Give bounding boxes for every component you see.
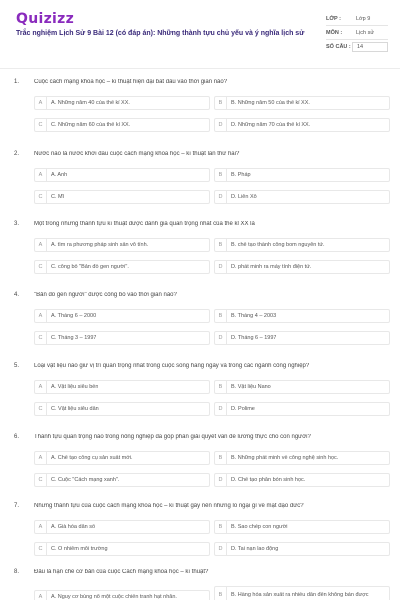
option-letter: D (215, 261, 227, 273)
option-letter: B (215, 97, 227, 109)
option-text: C. Tháng 3 – 1997 (51, 335, 97, 341)
option-c[interactable] (34, 118, 210, 132)
option-d[interactable] (214, 118, 390, 132)
option-d[interactable] (214, 331, 390, 345)
option-text: C. Cuộc "Cách mạng xanh". (51, 477, 120, 483)
question-text: Cuộc cách mạng khoa học – kĩ thuật hiện đại bắt đầu vào thời gian nào? (34, 79, 228, 85)
option-a[interactable] (34, 590, 210, 600)
option-letter: A (35, 381, 47, 393)
question-number: 1. (14, 79, 20, 85)
option-letter: A (35, 97, 47, 109)
option-c[interactable] (34, 190, 210, 204)
option-letter: A (35, 310, 47, 322)
option-b[interactable] (214, 168, 390, 182)
option-text: A. Những năm 40 của thế kỉ XX. (51, 100, 130, 106)
meta-count-value: 14 (352, 42, 388, 52)
option-c[interactable] (34, 473, 210, 487)
option-d[interactable] (214, 260, 390, 274)
option-letter: A (35, 521, 47, 533)
option-d[interactable] (214, 402, 390, 416)
option-c[interactable] (34, 402, 210, 416)
option-letter: A (35, 452, 47, 464)
worksheet-title: Trắc nghiệm Lịch Sử 9 Bài 12 (có đáp án): Những thành tựu chủ yếu và ý nghĩa lịch sử (16, 30, 305, 37)
option-letter: D (215, 191, 227, 203)
question-text: Đâu là hạn chế cơ bản của cuộc Cách mạng khoa học – kĩ thuật? (34, 569, 209, 575)
question-number: 8. (14, 569, 20, 575)
option-letter: C (35, 119, 47, 131)
option-text: C. công bố "Bản đồ gen người". (51, 264, 129, 270)
option-text: C. Vật liệu siêu dẫn (51, 406, 99, 412)
option-text: B. Vật liệu Nano (231, 384, 271, 390)
option-letter: B (215, 239, 227, 251)
question-number: 6. (14, 434, 20, 440)
meta-count-row (326, 40, 388, 54)
option-text: D. phát minh ra máy tính điện tử. (231, 264, 312, 270)
option-text: A. Nguy cơ bùng nổ một cuộc chiến tranh hạt nhân. (51, 594, 177, 600)
option-text: A. Chế tạo công cụ sản xuất mới. (51, 455, 133, 461)
option-letter: A (35, 591, 47, 600)
option-a[interactable] (34, 96, 210, 110)
meta-subject-label: MÔN : (326, 29, 343, 36)
option-text: B. Sao chép con người (231, 524, 288, 530)
option-text: C. Mĩ (51, 194, 65, 200)
meta-class-row (326, 12, 388, 26)
question-text: "Bản đồ gen người" được công bố vào thời gian nào? (34, 292, 177, 298)
option-text: B. Những năm 50 của thế kỉ XX. (231, 100, 310, 106)
option-text: C. Những năm 60 của thế kỉ XX. (51, 122, 131, 128)
option-text: D. Tháng 6 – 1997 (231, 335, 277, 341)
worksheet-meta (326, 12, 388, 54)
option-letter: B (215, 381, 227, 393)
option-a[interactable] (34, 380, 210, 394)
option-letter: D (215, 403, 227, 415)
option-letter: D (215, 543, 227, 555)
option-letter: A (35, 239, 47, 251)
question-number: 2. (14, 151, 20, 157)
option-c[interactable] (34, 260, 210, 274)
option-c[interactable] (34, 331, 210, 345)
option-letter: D (215, 474, 227, 486)
question-text: Những thành tựu của cuộc cách mạng khoa học – kĩ thuật gây nên những lo ngại gì về mặt đạo đức? (34, 503, 304, 509)
meta-count-label: SỐ CÂU : (326, 44, 351, 50)
question-text: Nước nào là nước khởi đầu cuộc cách mạng khoa học – kĩ thuật lần thứ hai? (34, 151, 240, 157)
question-number: 4. (14, 292, 20, 298)
option-text: D. Chế tạo phân bón sinh học. (231, 477, 306, 483)
option-a[interactable] (34, 451, 210, 465)
question-number: 3. (14, 221, 20, 227)
option-letter: B (215, 452, 227, 464)
option-letter: C (35, 261, 47, 273)
option-letter: C (35, 543, 47, 555)
worksheet-header (0, 0, 400, 66)
option-b[interactable] (214, 96, 390, 110)
option-a[interactable] (34, 309, 210, 323)
option-letter: C (35, 403, 47, 415)
option-letter: B (215, 587, 227, 600)
option-text: B. Tháng 4 – 2003 (231, 313, 277, 319)
option-b[interactable] (214, 238, 390, 252)
option-letter: D (215, 119, 227, 131)
option-text: B. Hàng hóa sản xuất ra nhiều dẫn đến không bán được (231, 591, 369, 598)
quizizz-logo: Quizizz (16, 11, 75, 27)
question-number: 5. (14, 363, 20, 369)
header-divider (0, 68, 400, 69)
option-letter: C (35, 191, 47, 203)
meta-subject-value: Lịch sử (356, 29, 375, 36)
option-text: A. Anh (51, 172, 68, 178)
option-d[interactable] (214, 190, 390, 204)
option-letter: C (35, 332, 47, 344)
meta-subject-row (326, 26, 388, 40)
option-letter: B (215, 169, 227, 181)
option-b[interactable] (214, 520, 390, 534)
option-a[interactable] (34, 168, 210, 182)
question-text: Thành tựu quan trọng nào trong nông nghiệp đã góp phần giải quyết vấn đề lương thực cho con người? (34, 434, 311, 440)
option-c[interactable] (34, 542, 210, 556)
option-b[interactable] (214, 309, 390, 323)
option-text: C. Ô nhiễm môi trường (51, 546, 108, 552)
option-a[interactable] (34, 520, 210, 534)
option-d[interactable] (214, 542, 390, 556)
option-text: A. Vật liệu siêu bền (51, 384, 99, 390)
option-text: D. Những năm 70 của thế kỉ XX. (231, 122, 311, 128)
option-letter: B (215, 310, 227, 322)
option-b[interactable] (214, 586, 390, 600)
question-text: Loại vật liệu nào giữ vị trí quan trọng nhất trong cuộc sống hằng ngày và trong các ngành công nghiệp? (34, 363, 310, 369)
option-text: A. Tháng 6 – 2000 (51, 313, 97, 319)
meta-class-value: Lớp 9 (356, 15, 371, 22)
option-a[interactable] (34, 238, 210, 252)
question-number: 7. (14, 503, 20, 509)
option-letter: D (215, 332, 227, 344)
option-b[interactable] (214, 380, 390, 394)
option-text: D. Tai nạn lao động (231, 546, 279, 552)
option-b[interactable] (214, 451, 390, 465)
option-letter: A (35, 169, 47, 181)
question-text: Một trong những thành tựu kĩ thuật được đánh giá quan trọng nhất của thế kỉ XX là (34, 221, 255, 227)
option-letter: C (35, 474, 47, 486)
option-text: A. Già hóa dân số (51, 524, 96, 530)
option-text: D. Liên Xô (231, 194, 257, 200)
option-text: B. chế tạo thành công bom nguyên tử. (231, 242, 325, 248)
option-text: B. Pháp (231, 172, 251, 178)
option-letter: B (215, 521, 227, 533)
option-d[interactable] (214, 473, 390, 487)
option-text: A. tìm ra phương pháp sinh sản vô tính. (51, 242, 149, 248)
meta-class-label: LỚP : (326, 15, 341, 22)
option-text: B. Những phát minh về công nghệ sinh học. (231, 455, 339, 461)
option-text: D. Polime (231, 406, 255, 412)
